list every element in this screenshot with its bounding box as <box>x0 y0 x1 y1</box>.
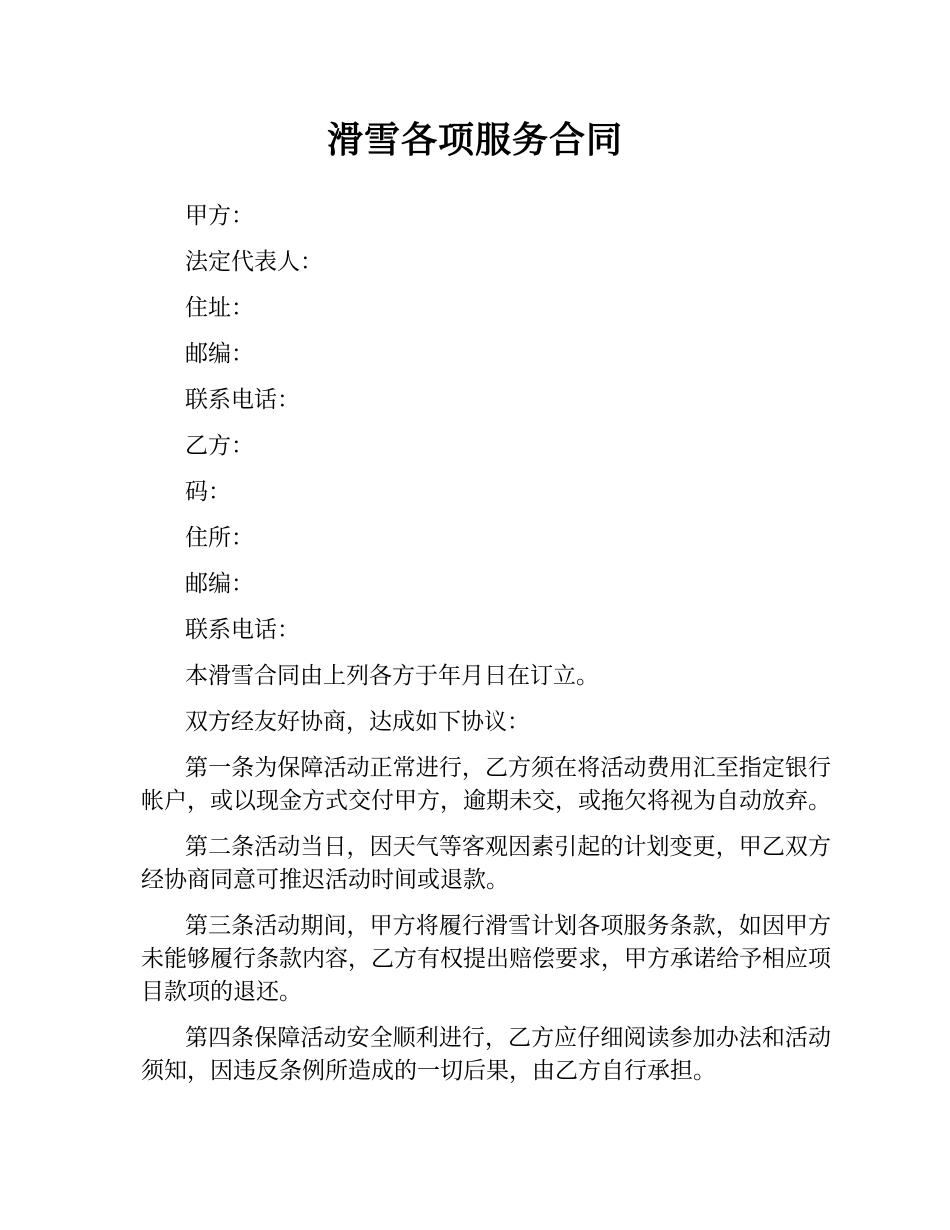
party-a-postcode-field: 邮编： <box>185 341 254 367</box>
party-a-address-field: 住址： <box>185 295 254 321</box>
article-2: 第二条活动当日，因天气等客观因素引起的计划变更，甲乙双方经协商同意可推迟活动时间或退款。 <box>141 834 831 893</box>
party-b-code-field: 码： <box>185 479 231 505</box>
legal-representative-field: 法定代表人： <box>185 249 323 275</box>
party-a-phone-field: 联系电话： <box>185 387 300 413</box>
party-b-field: 乙方： <box>185 433 254 459</box>
article-3: 第三条活动期间，甲方将履行滑雪计划各项服务条款，如因甲方未能够履行条款内容，乙方有权提出赔偿要求，甲方承诺给予相应项目款项的退还。 <box>141 913 831 1005</box>
party-a-field: 甲方： <box>185 203 254 229</box>
agreement-paragraph: 双方经友好协商，达成如下协议： <box>185 709 530 735</box>
article-1: 第一条为保障活动正常进行，乙方须在将活动费用汇至指定银行帐户，或以现金方式交付甲方，逾期未交，或拖欠将视为自动放弃。 <box>141 755 831 814</box>
party-b-residence-field: 住所： <box>185 525 254 551</box>
contract-body <box>141 200 831 1101</box>
intro-paragraph: 本滑雪合同由上列各方于年月日在订立。 <box>185 663 599 689</box>
document-title: 滑雪各项服务合同 <box>326 120 623 161</box>
party-b-phone-field: 联系电话： <box>185 617 300 643</box>
party-b-postcode-field: 邮编： <box>185 571 254 597</box>
article-4: 第四条保障活动安全顺利进行，乙方应仔细阅读参加办法和活动须知，因违反条例所造成的一切后果，由乙方自行承担。 <box>141 1025 831 1084</box>
